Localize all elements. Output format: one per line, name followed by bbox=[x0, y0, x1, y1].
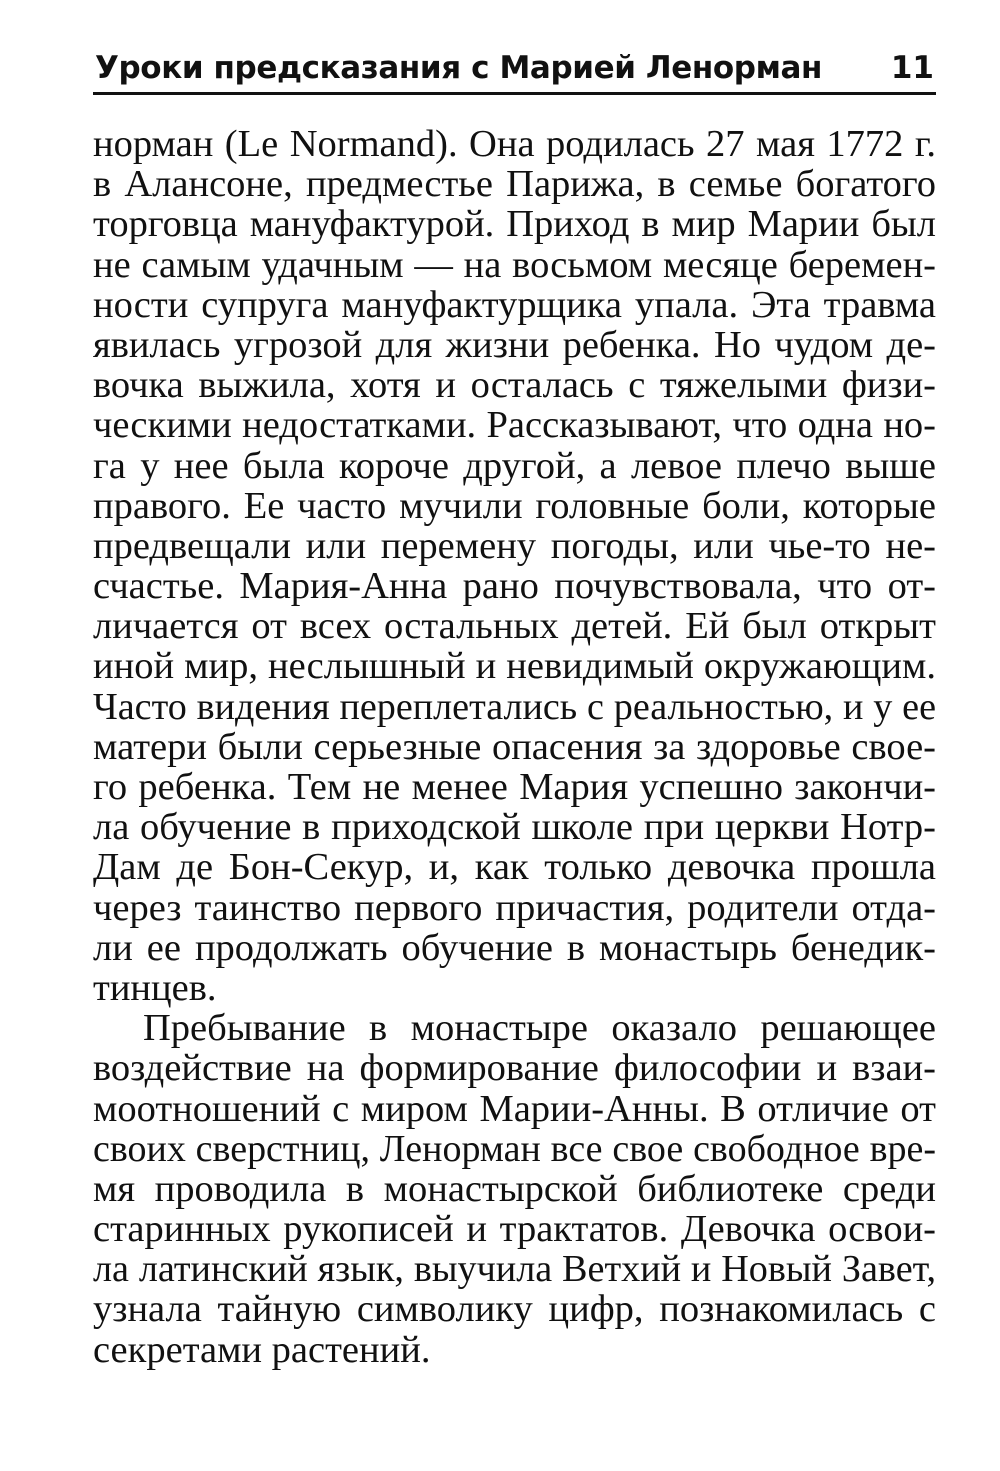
text-line: Пребывание в монастыре оказало решающее bbox=[143, 1007, 936, 1050]
page-number: 11 bbox=[890, 50, 934, 86]
text-line: явилась угрозой для жизни ребенка. Но чудом де- bbox=[93, 323, 936, 366]
paragraph-2 bbox=[93, 1008, 936, 1370]
text-line: вочка выжила, хотя и осталась с тяжелыми физи- bbox=[93, 364, 936, 407]
text-line: моотношений с миром Марии-Анны. В отличие от bbox=[93, 1087, 936, 1130]
text-line: своих сверстниц, Ленорман все свое свободное вре- bbox=[93, 1127, 936, 1170]
running-title: Уроки предсказания с Марией Ленорман bbox=[95, 50, 823, 86]
text-line: го ребенка. Тем не менее Мария успешно закончи- bbox=[93, 766, 936, 808]
text-line: секретами растений. bbox=[93, 1328, 431, 1371]
text-line: торговца мануфактурой. Приход в мир Марии был bbox=[93, 203, 936, 246]
text-line: матери были серьезные опасения за здоровье свое- bbox=[93, 725, 936, 768]
running-header bbox=[93, 48, 936, 95]
text-line: норман (Le Normand). Она родилась 27 мая 1772 г. bbox=[93, 123, 936, 165]
paragraph-1 bbox=[93, 124, 936, 1008]
text-line: узнала тайную символику цифр, познакомилась с bbox=[93, 1288, 936, 1331]
text-line: тинцев. bbox=[93, 966, 217, 1009]
body-text bbox=[93, 124, 936, 1370]
text-line: ла латинский язык, выучила Ветхий и Новый Завет, bbox=[93, 1248, 936, 1291]
text-line: ла обучение в приходской школе при церкви Нотр- bbox=[93, 806, 936, 849]
text-line: старинных рукописей и трактатов. Девочка освои- bbox=[93, 1208, 936, 1251]
text-line: иной мир, неслышный и невидимый окружающим. bbox=[93, 645, 936, 688]
text-line: ческими недостатками. Рассказывают, что одна но- bbox=[93, 404, 936, 447]
text-line: не самым удачным — на восьмом месяце беремен- bbox=[93, 243, 936, 286]
text-line: предвещали или перемену погоды, или чье-то не- bbox=[93, 524, 936, 567]
text-line: ности супруга мануфактурщика упала. Эта травма bbox=[93, 283, 936, 326]
text-line: правого. Ее часто мучили головные боли, которые bbox=[93, 484, 936, 527]
text-line: ли ее продолжать обучение в монастырь бенедик- bbox=[93, 926, 936, 969]
text-line: га у нее была короче другой, а левое плечо выше bbox=[93, 444, 936, 487]
text-line: мя проводила в монастырской библиотеке среди bbox=[93, 1167, 936, 1210]
text-line: счастье. Мария-Анна рано почувствовала, что от- bbox=[93, 565, 936, 608]
text-line: через таинство первого причастия, родители отда- bbox=[93, 886, 936, 929]
text-line: воздействие на формирование философии и взаи- bbox=[93, 1047, 936, 1090]
text-line: Дам де Бон-Секур, и, как только девочка прошла bbox=[93, 846, 936, 889]
text-line: Часто видения переплетались с реальностью, и у ее bbox=[93, 685, 936, 728]
text-line: в Алансоне, предместье Парижа, в семье богатого bbox=[93, 163, 936, 206]
text-line: личается от всех остальных детей. Ей был открыт bbox=[93, 605, 936, 648]
